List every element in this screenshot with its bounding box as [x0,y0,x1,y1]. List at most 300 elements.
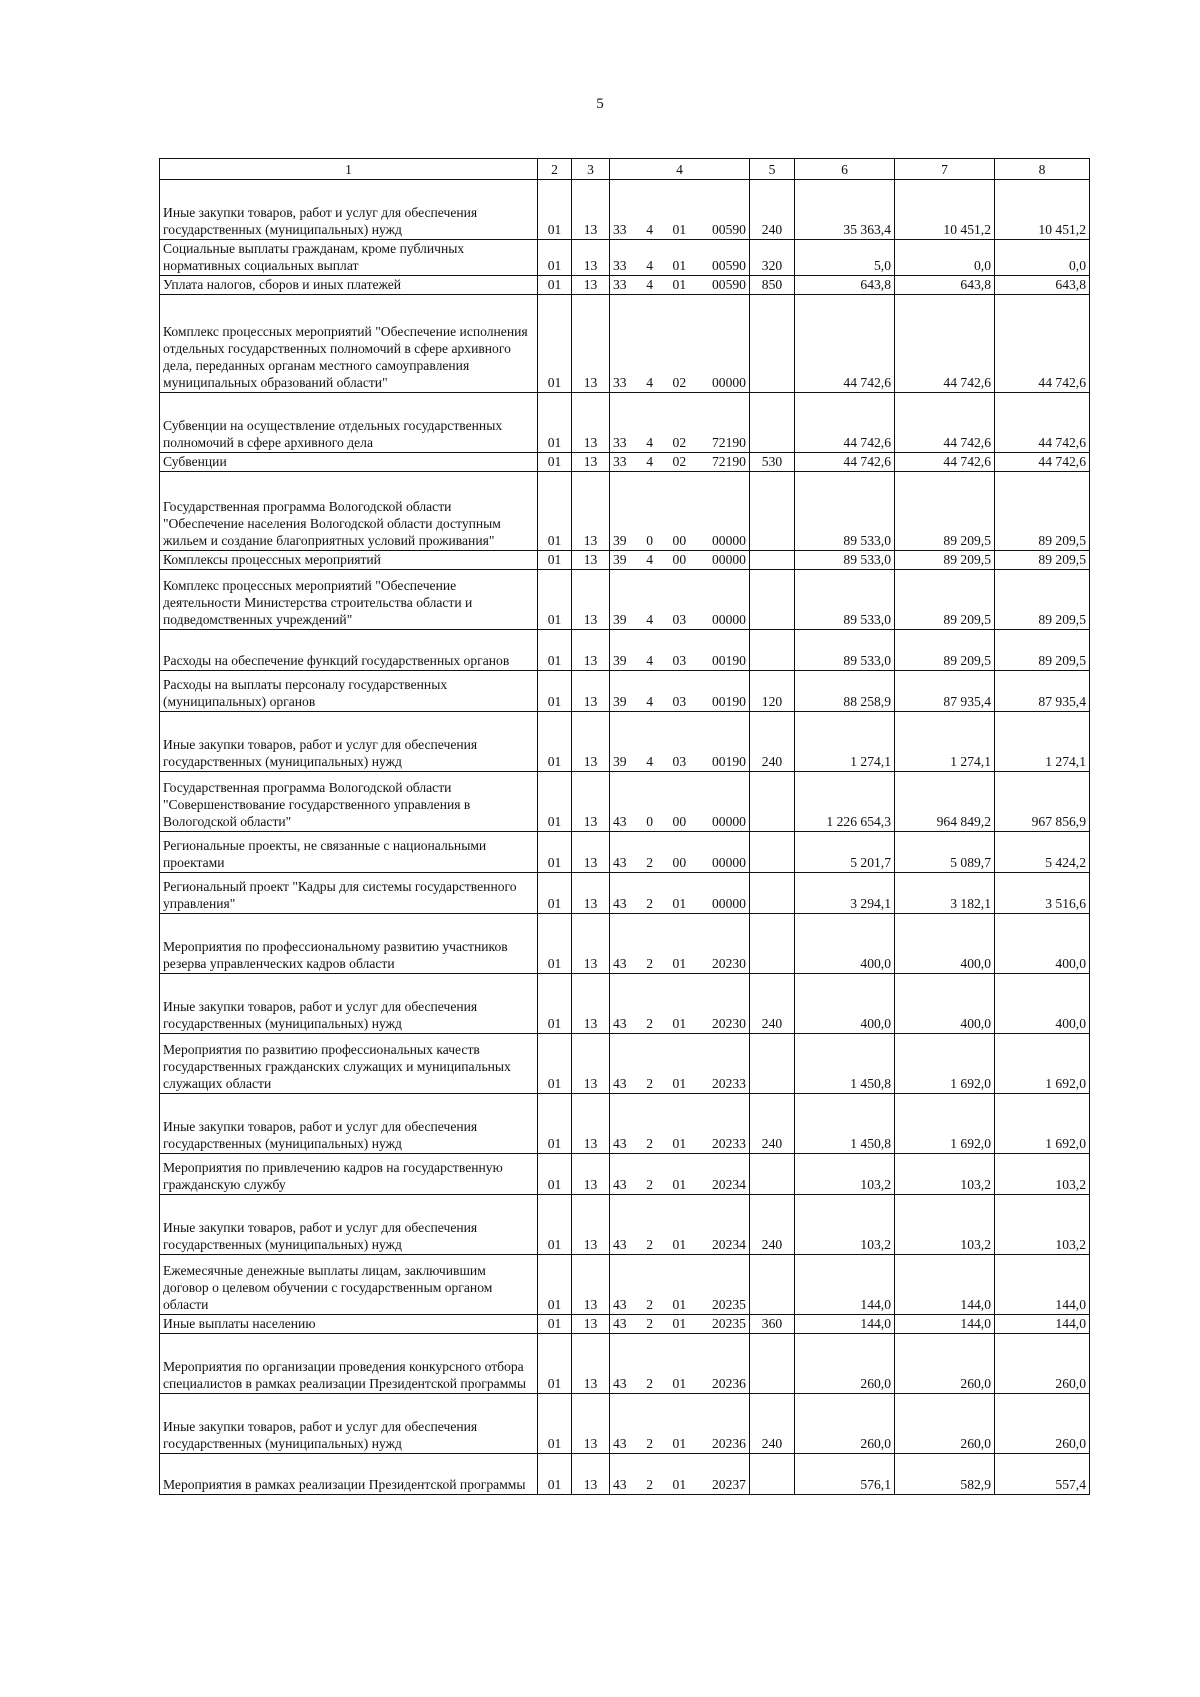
row-amount-col7: 964 849,2 [895,772,995,832]
row-expense-type [750,472,795,551]
row-target-article [610,1154,750,1195]
row-amount-col8: 144,0 [995,1315,1090,1334]
program-code: 43 [613,896,627,911]
row-amount-col6: 89 533,0 [795,630,895,671]
table-row [160,1154,1090,1195]
table-row [160,551,1090,570]
subprogram-code: 2 [646,1076,654,1091]
row-amount-col6: 89 533,0 [795,551,895,570]
row-amount-col7: 44 742,6 [895,295,995,393]
row-section-code: 01 [538,472,572,551]
program-code: 43 [613,1316,627,1331]
event-code: 01 [672,277,687,292]
row-expense-type: 240 [750,712,795,772]
row-amount-col7: 5 089,7 [895,832,995,873]
header-cell: 6 [795,159,895,180]
row-expense-type [750,1255,795,1315]
row-amount-col7: 260,0 [895,1394,995,1454]
program-code: 33 [613,375,627,390]
row-amount-col8: 643,8 [995,276,1090,295]
row-target-article [610,276,750,295]
row-name: Субвенции на осуществление отдельных государственных полномочий в сфере архивного дела [160,393,538,453]
row-amount-col6: 144,0 [795,1255,895,1315]
header-cell: 1 [160,159,538,180]
event-code: 01 [672,1316,687,1331]
table-row [160,295,1090,393]
row-target-article [610,772,750,832]
row-target-article [610,712,750,772]
direction-code: 00590 [711,277,746,292]
row-amount-col7: 1 692,0 [895,1034,995,1094]
row-name: Государственная программа Вологодской области "Совершенствование государственного управления в Вологодской области" [160,772,538,832]
row-expense-type [750,772,795,832]
event-code: 01 [672,1177,687,1192]
row-section-code: 01 [538,1195,572,1255]
row-expense-type [750,570,795,630]
row-amount-col8: 89 209,5 [995,472,1090,551]
row-amount-col6: 44 742,6 [795,393,895,453]
program-code: 43 [613,1297,627,1312]
row-amount-col6: 89 533,0 [795,570,895,630]
event-code: 01 [672,1297,687,1312]
row-amount-col8: 44 742,6 [995,393,1090,453]
row-section-code: 01 [538,1154,572,1195]
row-section-code: 01 [538,772,572,832]
row-amount-col6: 103,2 [795,1154,895,1195]
event-code: 01 [672,1237,687,1252]
header-cell: 2 [538,159,572,180]
row-amount-col8: 260,0 [995,1334,1090,1394]
row-name: Иные выплаты населению [160,1315,538,1334]
event-code: 02 [672,435,687,450]
row-section-code: 01 [538,712,572,772]
row-target-article [610,1094,750,1154]
direction-code: 20235 [711,1297,746,1312]
row-amount-col6: 260,0 [795,1334,895,1394]
table-row [160,1255,1090,1315]
row-section-code: 01 [538,1315,572,1334]
row-expense-type: 850 [750,276,795,295]
row-target-article [610,551,750,570]
event-code: 03 [672,754,687,769]
row-amount-col8: 1 692,0 [995,1034,1090,1094]
row-expense-type [750,551,795,570]
row-name: Иные закупки товаров, работ и услуг для обеспечения государственных (муниципальных) нужд [160,974,538,1034]
table-row [160,914,1090,974]
row-section-code: 01 [538,1394,572,1454]
row-subsection-code: 13 [572,1094,610,1154]
direction-code: 00000 [711,814,746,829]
row-amount-col6: 44 742,6 [795,295,895,393]
row-amount-col6: 5,0 [795,240,895,276]
event-code: 00 [672,552,687,567]
direction-code: 72190 [711,454,746,469]
row-name: Иные закупки товаров, работ и услуг для обеспечения государственных (муниципальных) нужд [160,1394,538,1454]
event-code: 01 [672,896,687,911]
program-code: 33 [613,277,627,292]
row-section-code: 01 [538,1255,572,1315]
subprogram-code: 4 [646,653,654,668]
subprogram-code: 2 [646,1016,654,1031]
program-code: 39 [613,552,627,567]
row-amount-col8: 103,2 [995,1154,1090,1195]
row-subsection-code: 13 [572,472,610,551]
row-amount-col7: 643,8 [895,276,995,295]
direction-code: 00190 [711,754,746,769]
row-amount-col7: 1 274,1 [895,712,995,772]
row-name: Комплекс процессных мероприятий "Обеспечение исполнения отдельных государственных полномочий в сфере архивного дела, переданных органам местного самоуправления муниципальных образований области" [160,295,538,393]
row-amount-col7: 44 742,6 [895,453,995,472]
direction-code: 00000 [711,533,746,548]
row-amount-col8: 3 516,6 [995,873,1090,914]
subprogram-code: 2 [646,1237,654,1252]
direction-code: 20236 [711,1376,746,1391]
row-subsection-code: 13 [572,1034,610,1094]
row-amount-col6: 3 294,1 [795,873,895,914]
row-expense-type: 320 [750,240,795,276]
table-row [160,630,1090,671]
direction-code: 00190 [711,653,746,668]
row-subsection-code: 13 [572,240,610,276]
row-target-article [610,832,750,873]
row-expense-type [750,393,795,453]
table-row [160,570,1090,630]
table-row [160,1034,1090,1094]
row-name: Региональные проекты, не связанные с национальными проектами [160,832,538,873]
subprogram-code: 2 [646,956,654,971]
row-amount-col8: 10 451,2 [995,180,1090,240]
row-subsection-code: 13 [572,1315,610,1334]
program-code: 39 [613,533,627,548]
direction-code: 20233 [711,1136,746,1151]
row-subsection-code: 13 [572,671,610,712]
row-amount-col7: 1 692,0 [895,1094,995,1154]
row-amount-col6: 35 363,4 [795,180,895,240]
table-row [160,393,1090,453]
row-amount-col8: 400,0 [995,914,1090,974]
table-row [160,1334,1090,1394]
subprogram-code: 4 [646,277,654,292]
direction-code: 20230 [711,1016,746,1031]
event-code: 00 [672,814,687,829]
row-name: Субвенции [160,453,538,472]
event-code: 01 [672,222,687,237]
row-target-article [610,240,750,276]
row-subsection-code: 13 [572,1255,610,1315]
row-amount-col6: 144,0 [795,1315,895,1334]
row-section-code: 01 [538,630,572,671]
program-code: 43 [613,855,627,870]
row-subsection-code: 13 [572,1394,610,1454]
row-target-article [610,630,750,671]
subprogram-code: 2 [646,1297,654,1312]
row-amount-col7: 400,0 [895,974,995,1034]
subprogram-code: 2 [646,1376,654,1391]
row-expense-type [750,295,795,393]
event-code: 01 [672,1076,687,1091]
row-name: Иные закупки товаров, работ и услуг для обеспечения государственных (муниципальных) нужд [160,180,538,240]
row-amount-col7: 44 742,6 [895,393,995,453]
program-code: 43 [613,1237,627,1252]
direction-code: 72190 [711,435,746,450]
row-expense-type [750,1334,795,1394]
program-code: 43 [613,1076,627,1091]
row-amount-col8: 44 742,6 [995,295,1090,393]
row-amount-col7: 260,0 [895,1334,995,1394]
row-section-code: 01 [538,1034,572,1094]
direction-code: 00190 [711,694,746,709]
direction-code: 00000 [711,896,746,911]
row-name: Комплекс процессных мероприятий "Обеспечение деятельности Министерства строительства области и подведомственных учреждений" [160,570,538,630]
table-row [160,276,1090,295]
row-target-article [610,180,750,240]
row-subsection-code: 13 [572,453,610,472]
direction-code: 00590 [711,222,746,237]
row-amount-col6: 1 226 654,3 [795,772,895,832]
row-target-article [610,1394,750,1454]
row-expense-type: 360 [750,1315,795,1334]
row-subsection-code: 13 [572,914,610,974]
row-section-code: 01 [538,393,572,453]
direction-code: 00590 [711,258,746,273]
row-section-code: 01 [538,974,572,1034]
row-target-article [610,873,750,914]
header-cell: 3 [572,159,610,180]
row-name: Государственная программа Вологодской области "Обеспечение населения Вологодской области доступным жильем и создание благоприятных условий проживания" [160,472,538,551]
event-code: 03 [672,612,687,627]
row-expense-type: 120 [750,671,795,712]
row-name: Иные закупки товаров, работ и услуг для обеспечения государственных (муниципальных) нужд [160,1195,538,1255]
event-code: 02 [672,375,687,390]
row-amount-col8: 103,2 [995,1195,1090,1255]
subprogram-code: 4 [646,754,654,769]
row-amount-col8: 557,4 [995,1454,1090,1495]
row-target-article [610,570,750,630]
row-expense-type: 240 [750,974,795,1034]
program-code: 43 [613,1477,627,1492]
row-amount-col8: 89 209,5 [995,570,1090,630]
row-expense-type [750,1154,795,1195]
row-subsection-code: 13 [572,873,610,914]
row-expense-type: 240 [750,1394,795,1454]
program-code: 43 [613,814,627,829]
subprogram-code: 4 [646,694,654,709]
row-amount-col8: 144,0 [995,1255,1090,1315]
row-amount-col6: 1 450,8 [795,1034,895,1094]
row-section-code: 01 [538,240,572,276]
row-name: Социальные выплаты гражданам, кроме публичных нормативных социальных выплат [160,240,538,276]
subprogram-code: 4 [646,435,654,450]
row-subsection-code: 13 [572,1195,610,1255]
event-code: 01 [672,258,687,273]
row-amount-col7: 0,0 [895,240,995,276]
row-expense-type [750,832,795,873]
table-row [160,472,1090,551]
row-amount-col8: 967 856,9 [995,772,1090,832]
program-code: 43 [613,1177,627,1192]
subprogram-code: 2 [646,1477,654,1492]
row-subsection-code: 13 [572,295,610,393]
row-subsection-code: 13 [572,570,610,630]
event-code: 01 [672,1477,687,1492]
event-code: 00 [672,533,687,548]
event-code: 01 [672,1376,687,1391]
row-subsection-code: 13 [572,712,610,772]
row-amount-col6: 89 533,0 [795,472,895,551]
table-row [160,1454,1090,1495]
table-row [160,712,1090,772]
row-section-code: 01 [538,295,572,393]
row-target-article [610,671,750,712]
header-cell: 7 [895,159,995,180]
row-expense-type [750,873,795,914]
row-target-article [610,1454,750,1495]
row-name: Расходы на обеспечение функций государственных органов [160,630,538,671]
row-amount-col8: 400,0 [995,974,1090,1034]
row-target-article [610,974,750,1034]
row-expense-type [750,630,795,671]
program-code: 43 [613,1136,627,1151]
row-expense-type [750,1034,795,1094]
table-row [160,1094,1090,1154]
page-number: 5 [596,96,604,112]
row-subsection-code: 13 [572,1334,610,1394]
row-amount-col8: 1 692,0 [995,1094,1090,1154]
direction-code: 00000 [711,612,746,627]
program-code: 43 [613,1376,627,1391]
row-name: Мероприятия в рамках реализации Президентской программы [160,1454,538,1495]
row-target-article [610,295,750,393]
row-section-code: 01 [538,1094,572,1154]
row-amount-col6: 643,8 [795,276,895,295]
header-cell: 4 [610,159,750,180]
row-target-article [610,1195,750,1255]
row-amount-col6: 5 201,7 [795,832,895,873]
row-section-code: 01 [538,551,572,570]
row-section-code: 01 [538,276,572,295]
row-amount-col6: 1 450,8 [795,1094,895,1154]
row-section-code: 01 [538,873,572,914]
row-name: Ежемесячные денежные выплаты лицам, заключившим договор о целевом обучении с государственным органом области [160,1255,538,1315]
table-row [160,453,1090,472]
subprogram-code: 4 [646,222,654,237]
row-expense-type [750,1454,795,1495]
program-code: 33 [613,258,627,273]
event-code: 02 [672,454,687,469]
row-target-article [610,1255,750,1315]
table-body [160,180,1090,1495]
row-name: Расходы на выплаты персоналу государственных (муниципальных) органов [160,671,538,712]
row-target-article [610,1334,750,1394]
row-target-article [610,1315,750,1334]
header-cell: 8 [995,159,1090,180]
program-code: 39 [613,612,627,627]
row-expense-type: 240 [750,180,795,240]
table-row [160,873,1090,914]
row-name: Иные закупки товаров, работ и услуг для обеспечения государственных (муниципальных) нужд [160,712,538,772]
row-amount-col7: 400,0 [895,914,995,974]
row-section-code: 01 [538,1334,572,1394]
row-amount-col7: 144,0 [895,1255,995,1315]
direction-code: 00000 [711,375,746,390]
direction-code: 00000 [711,855,746,870]
row-subsection-code: 13 [572,630,610,671]
row-target-article [610,914,750,974]
event-code: 01 [672,1136,687,1151]
subprogram-code: 2 [646,1177,654,1192]
program-code: 33 [613,454,627,469]
program-code: 43 [613,956,627,971]
program-code: 43 [613,1016,627,1031]
row-amount-col6: 103,2 [795,1195,895,1255]
table-row [160,180,1090,240]
budget-table [159,158,1090,1495]
table-row [160,1394,1090,1454]
subprogram-code: 2 [646,855,654,870]
row-amount-col7: 103,2 [895,1195,995,1255]
row-subsection-code: 13 [572,551,610,570]
direction-code: 20234 [711,1177,746,1192]
row-name: Мероприятия по привлечению кадров на государственную гражданскую службу [160,1154,538,1195]
row-amount-col7: 89 209,5 [895,551,995,570]
row-amount-col7: 89 209,5 [895,570,995,630]
direction-code: 20236 [711,1436,746,1451]
header-cell: 5 [750,159,795,180]
row-amount-col6: 1 274,1 [795,712,895,772]
row-amount-col8: 87 935,4 [995,671,1090,712]
direction-code: 20235 [711,1316,746,1331]
direction-code: 20230 [711,956,746,971]
row-subsection-code: 13 [572,974,610,1034]
subprogram-code: 0 [646,533,654,548]
event-code: 03 [672,694,687,709]
row-section-code: 01 [538,180,572,240]
subprogram-code: 4 [646,552,654,567]
row-amount-col7: 103,2 [895,1154,995,1195]
row-amount-col8: 5 424,2 [995,832,1090,873]
row-amount-col6: 576,1 [795,1454,895,1495]
row-amount-col7: 87 935,4 [895,671,995,712]
table-row [160,832,1090,873]
program-code: 39 [613,754,627,769]
row-section-code: 01 [538,453,572,472]
table-row [160,1195,1090,1255]
row-amount-col8: 89 209,5 [995,630,1090,671]
row-target-article [610,393,750,453]
event-code: 00 [672,855,687,870]
row-amount-col6: 260,0 [795,1394,895,1454]
row-section-code: 01 [538,671,572,712]
row-section-code: 01 [538,832,572,873]
program-code: 39 [613,694,627,709]
row-target-article [610,1034,750,1094]
row-name: Иные закупки товаров, работ и услуг для обеспечения государственных (муниципальных) нужд [160,1094,538,1154]
row-target-article [610,472,750,551]
subprogram-code: 2 [646,896,654,911]
row-name: Региональный проект "Кадры для системы государственного управления" [160,873,538,914]
event-code: 01 [672,1016,687,1031]
row-section-code: 01 [538,570,572,630]
row-name: Мероприятия по развитию профессиональных качеств государственных гражданских служащих и муниципальных служащих области [160,1034,538,1094]
row-amount-col8: 260,0 [995,1394,1090,1454]
row-amount-col6: 400,0 [795,914,895,974]
row-amount-col6: 400,0 [795,974,895,1034]
program-code: 33 [613,435,627,450]
row-section-code: 01 [538,914,572,974]
row-amount-col8: 44 742,6 [995,453,1090,472]
subprogram-code: 0 [646,814,654,829]
table-row [160,1315,1090,1334]
